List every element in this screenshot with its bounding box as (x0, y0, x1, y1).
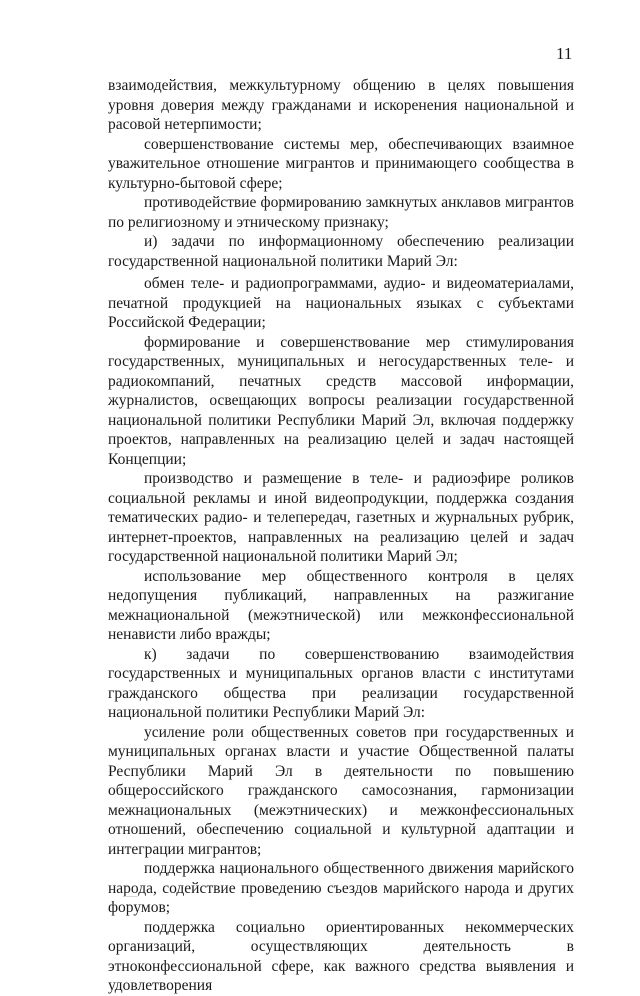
paragraph: поддержка социально ориентированных некоммерческих организаций, осуществляющих деятельность в этноконфессиональной сфере, как важного средства выявления и удовлетворения (108, 918, 574, 994)
paragraph-continuation: взаимодействия, межкультурному общению в целях повышения уровня доверия между гражданами и искоренения национальной и расовой нетерпимости; (108, 77, 574, 133)
paragraph: обмен теле- и радиопрограммами, аудио- и видеоматериалами, печатной продукцией на национальных языках с субъектами Российской Федерации; (108, 275, 574, 331)
paragraph: производство и размещение в теле- и радиоэфире роликов социальной рекламы и иной видеопродукции, поддержка создания тематических радио- и телепередач, газетных и журнальных рубрик, интернет-проектов, направленных на реализацию целей и задач государственной национальной политики Марий Эл; (108, 470, 574, 565)
page-number: 11 (556, 44, 573, 63)
document-body (108, 76, 574, 996)
scan-artifact (124, 896, 138, 897)
paragraph: к) задачи по совершенствованию взаимодействия государственных и муниципальных органов власти с институтами гражданского общества при реализации государственной национальной политики Республики Марий Эл: (108, 645, 574, 721)
paragraph: и) задачи по информационному обеспечению реализации государственной национальной политики Марий Эл: (108, 233, 574, 270)
paragraph: формирование и совершенствование мер стимулирования государственных, муниципальных и негосударственных теле- и радиокомпаний, печатных средств массовой информации, журналистов, освещающих вопросы реализации государственной национальной политики Республики Марий Эл, включая поддержку проектов, направленных на реализацию целей и задач настоящей Концепции; (108, 333, 574, 468)
paragraph: поддержка национального общественного движения марийского народа, содействие проведению съездов марийского народа и других форумов; (108, 860, 574, 916)
paragraph: противодействие формированию замкнутых анклавов мигрантов по религиозному и этническому признаку; (108, 194, 574, 231)
paragraph: совершенствование системы мер, обеспечивающих взаимное уважительное отношение мигрантов и принимающего сообщества в культурно-бытовой сфере; (108, 135, 574, 192)
paragraph: использование мер общественного контроля в целях недопущения публикаций, направленных на разжигание межнациональной (межэтнической) или межконфессиональной ненависти либо вражды; (108, 567, 574, 643)
paragraph: усиление роли общественных советов при государственных и муниципальных органах власти и участие Общественной палаты Республики Марий Эл в деятельности по повышению общероссийского гражданского самосознания, гармонизации межнациональных (межэтнических) и межконфессиональных отношений, обеспечению социальной и культурной адаптации и интеграции мигрантов; (108, 723, 574, 858)
